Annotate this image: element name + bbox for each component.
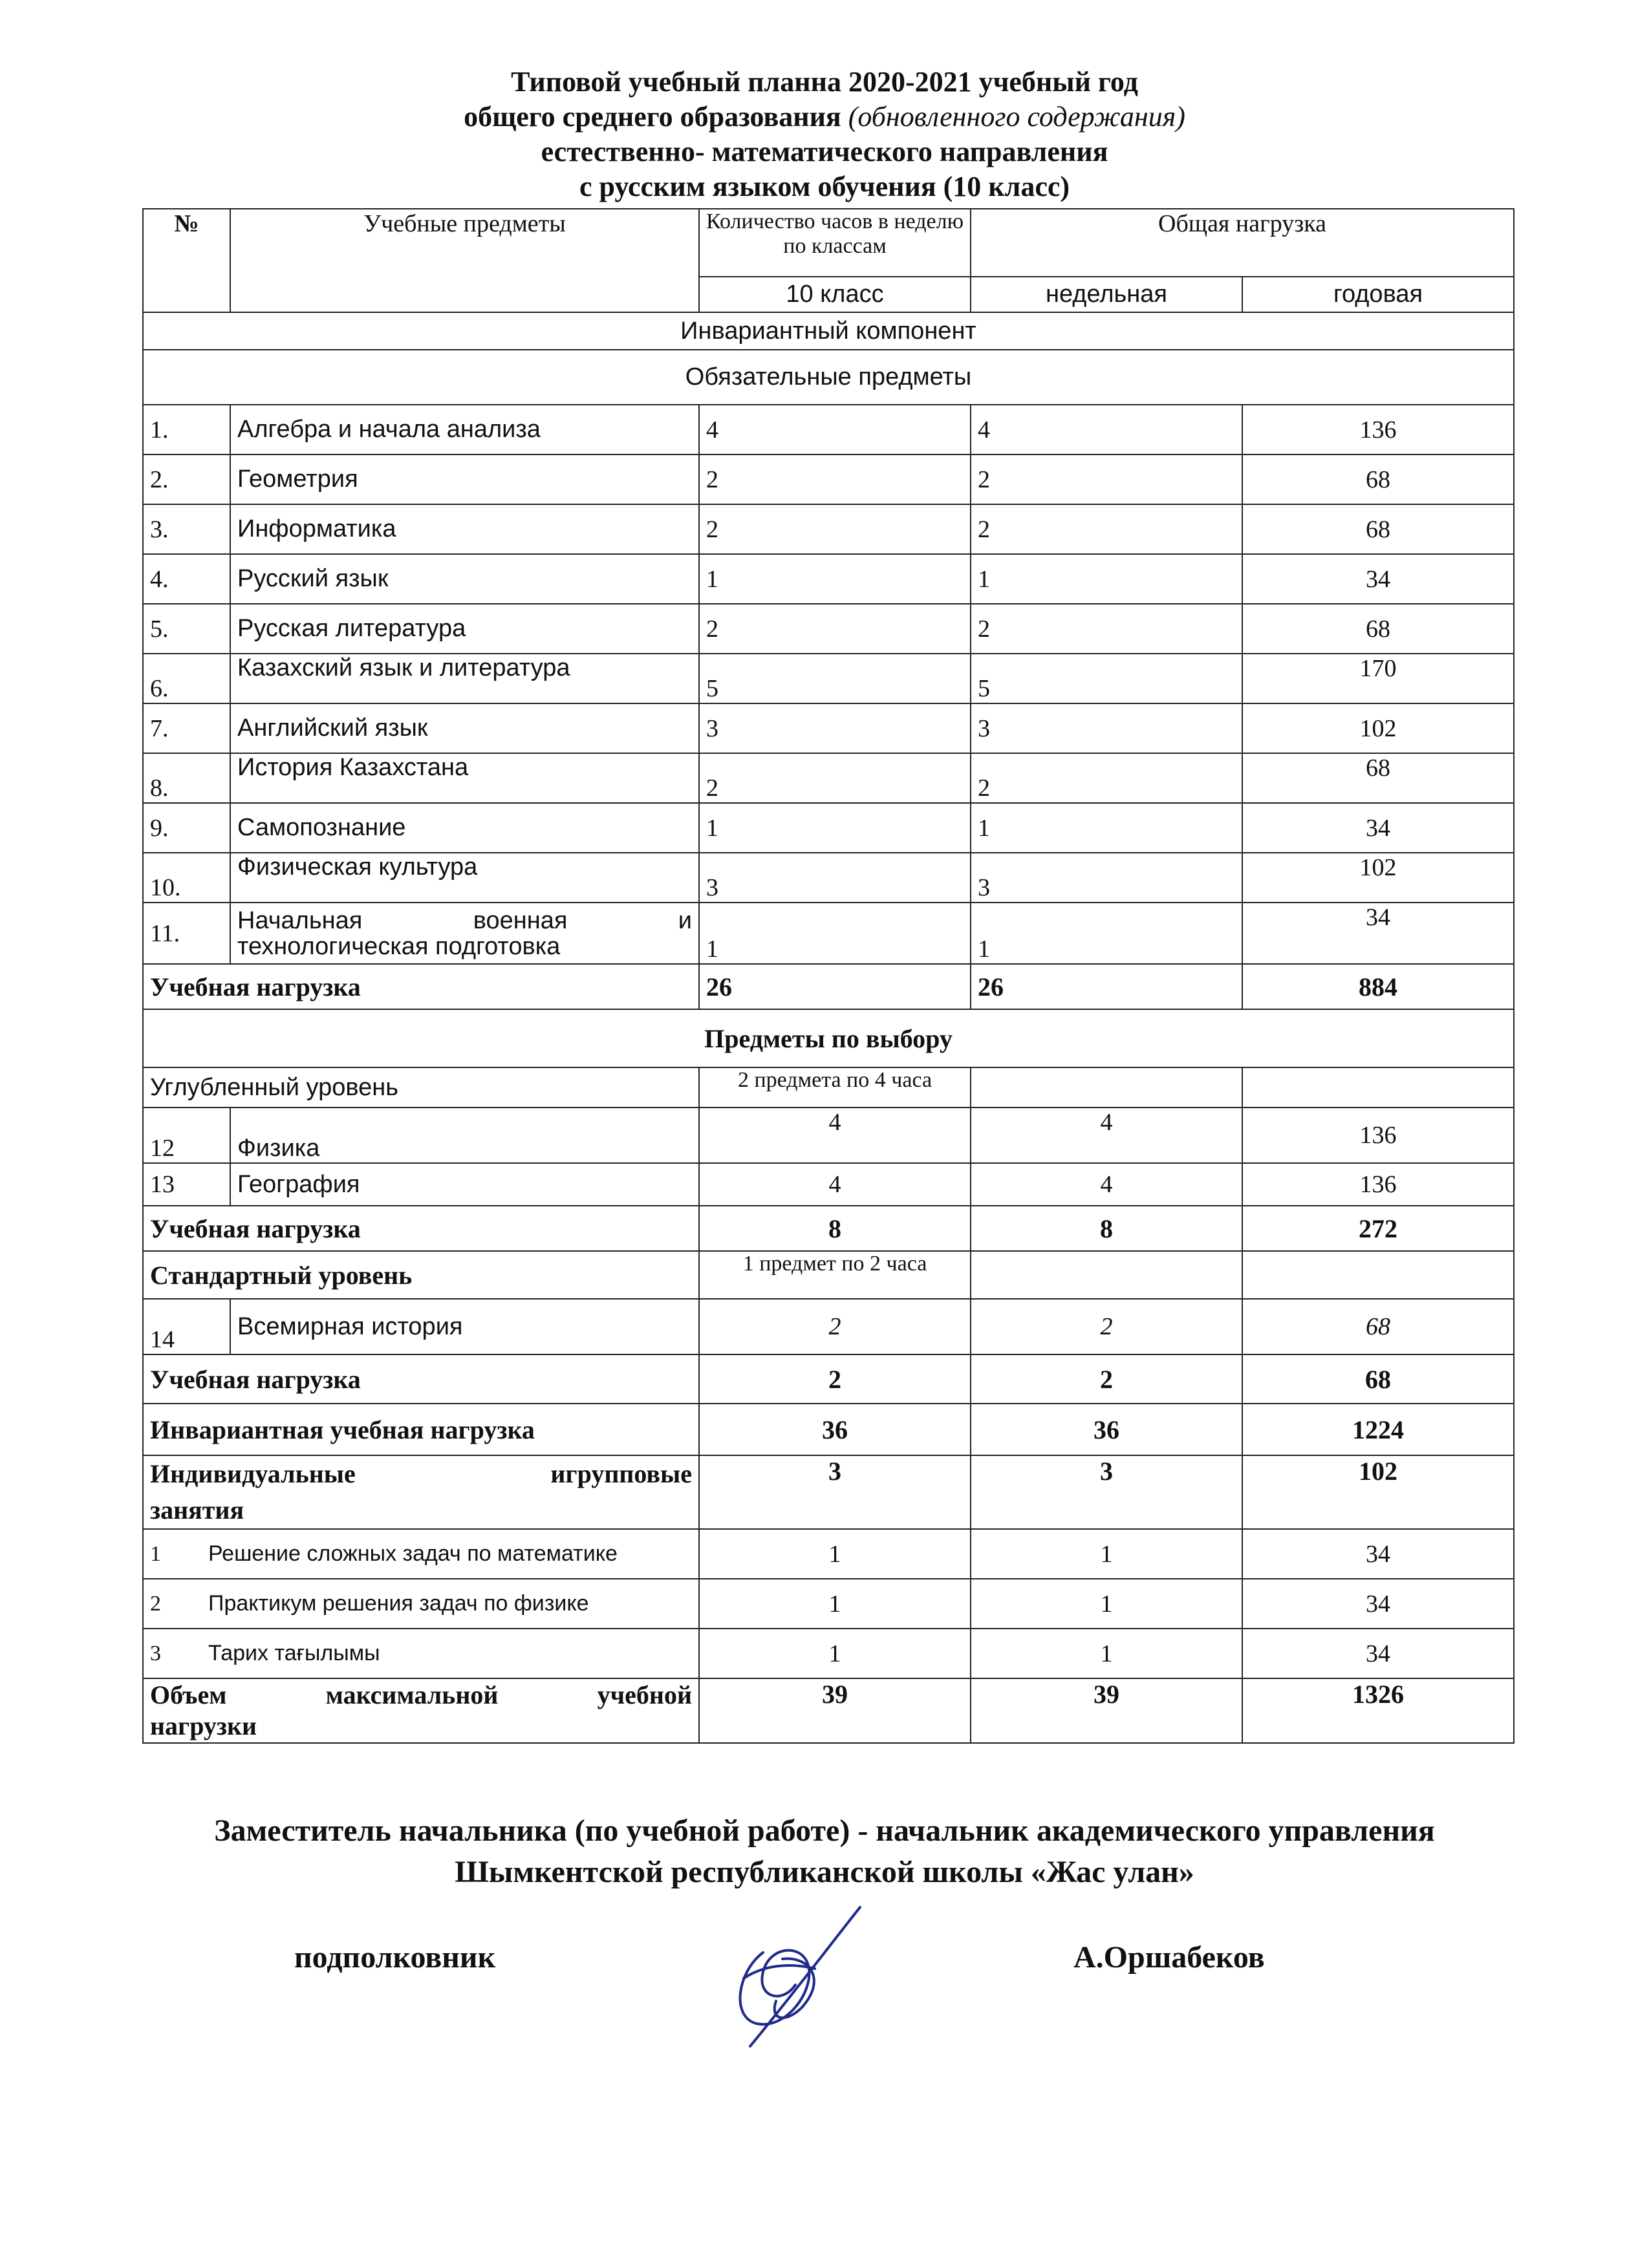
- row-weekly: 1: [971, 803, 1242, 853]
- row-yearly: 68: [1242, 753, 1514, 803]
- row-hours: 2: [699, 1299, 971, 1354]
- row-num: 2.: [143, 455, 230, 504]
- row-subject: Информатика: [230, 504, 699, 554]
- header-weekly: недельная: [971, 277, 1242, 312]
- invariant-total-hours: 36: [699, 1404, 971, 1455]
- level-row: [143, 1251, 1514, 1299]
- individual-label-line-1: Индивидуальные игрупповые: [150, 1459, 692, 1488]
- total-row: [143, 1678, 1514, 1743]
- advanced-total-label: Учебная нагрузка: [143, 1206, 699, 1251]
- row-yearly: 102: [1242, 703, 1514, 753]
- individual-row: [143, 1579, 699, 1629]
- total-row: [143, 1404, 1514, 1455]
- header-yearly: годовая: [1242, 277, 1514, 312]
- row-yearly: 34: [1242, 554, 1514, 604]
- document-title: [0, 65, 1649, 204]
- row-weekly: 2: [971, 1299, 1242, 1354]
- row-weekly: 1: [971, 903, 1242, 964]
- header-subjects: Учебные предметы: [230, 209, 699, 312]
- row-num: 3: [150, 1642, 161, 1665]
- individual-weekly: 3: [971, 1455, 1242, 1529]
- row-subject: Физическая культура: [230, 853, 699, 903]
- row-yearly: 136: [1242, 1163, 1514, 1206]
- empty-cell: [1242, 1067, 1514, 1107]
- section-mandatory: Обязательные предметы: [143, 350, 1514, 405]
- row-num: 12: [143, 1107, 230, 1163]
- row-subject: Русская литература: [230, 604, 699, 654]
- row-yearly: 34: [1242, 1629, 1514, 1678]
- row-num: 11.: [143, 903, 230, 964]
- row-weekly: 3: [971, 703, 1242, 753]
- max-total-hours: 39: [699, 1678, 971, 1743]
- table-row: [143, 753, 1514, 803]
- advanced-total-weekly: 8: [971, 1206, 1242, 1251]
- max-total-weekly: 39: [971, 1678, 1242, 1743]
- max-total-label-line-1: Объем максимальной учебной: [150, 1680, 692, 1709]
- row-hours: 1: [699, 1529, 971, 1579]
- standard-total-hours: 2: [699, 1354, 971, 1404]
- advanced-total-yearly: 272: [1242, 1206, 1514, 1251]
- row-yearly: 68: [1242, 455, 1514, 504]
- row-subject: История Казахстана: [230, 753, 699, 803]
- row-num: 10.: [143, 853, 230, 903]
- row-hours: 1: [699, 803, 971, 853]
- table-row: [143, 803, 1514, 853]
- individual-yearly: 102: [1242, 1455, 1514, 1529]
- advanced-label: Углубленный уровень: [143, 1067, 699, 1107]
- row-subject: Практикум решения задач по физике: [208, 1591, 589, 1616]
- header-grade10: 10 класс: [699, 277, 971, 312]
- section-invariant: Инвариантный компонент: [143, 312, 1514, 350]
- row-yearly: 136: [1242, 1107, 1514, 1163]
- table-row: [143, 405, 1514, 455]
- signatory-block: [0, 1810, 1649, 1893]
- row-yearly: 170: [1242, 654, 1514, 703]
- row-hours: 3: [699, 703, 971, 753]
- row-yearly: 68: [1242, 1299, 1514, 1354]
- row-yearly: 34: [1242, 903, 1514, 964]
- max-total-yearly: 1326: [1242, 1678, 1514, 1743]
- table-header-row: [143, 209, 1514, 277]
- individual-label: [143, 1455, 699, 1529]
- row-num: 1: [150, 1542, 161, 1566]
- table-row: [143, 654, 1514, 703]
- row-weekly: 2: [971, 753, 1242, 803]
- row-weekly: 1: [971, 1579, 1242, 1629]
- row-num: 13: [143, 1163, 230, 1206]
- row-hours: 2: [699, 504, 971, 554]
- title-line-2-italic: (обновленного содержания): [848, 101, 1185, 133]
- title-line-1: Типовой учебный планна 2020-2021 учебный год: [511, 66, 1138, 98]
- row-subject-line-1: Начальная военная и: [237, 906, 692, 934]
- individual-label-line-2: занятия: [150, 1495, 244, 1524]
- invariant-total-label: Инвариантная учебная нагрузка: [143, 1404, 699, 1455]
- table-row: [143, 703, 1514, 753]
- advanced-total-hours: 8: [699, 1206, 971, 1251]
- row-yearly: 102: [1242, 853, 1514, 903]
- row-weekly: 1: [971, 554, 1242, 604]
- table-row: [143, 1299, 1514, 1354]
- row-subject: Геометрия: [230, 455, 699, 504]
- signatory-name: А.Оршабеков: [1073, 1940, 1265, 1974]
- standard-total-yearly: 68: [1242, 1354, 1514, 1404]
- row-subject: Самопознание: [230, 803, 699, 853]
- row-weekly: 2: [971, 455, 1242, 504]
- row-subject: Алгебра и начала анализа: [230, 405, 699, 455]
- row-num: 6.: [143, 654, 230, 703]
- row-subject: Казахский язык и литература: [230, 654, 699, 703]
- signatory-position: Заместитель начальника (по учебной работе) - начальник академического управления: [214, 1813, 1435, 1848]
- total-row: [143, 1206, 1514, 1251]
- header-num: №: [143, 209, 230, 312]
- row-weekly: 4: [971, 1107, 1242, 1163]
- row-hours: 1: [699, 903, 971, 964]
- standard-total-label: Учебная нагрузка: [143, 1354, 699, 1404]
- signatory-school: Шымкентской республиканской школы «Жас улан»: [455, 1855, 1194, 1889]
- table-row: [143, 1579, 1514, 1629]
- individual-hours: 3: [699, 1455, 971, 1529]
- row-num: 3.: [143, 504, 230, 554]
- standard-note: 1 предмет по 2 часа: [699, 1251, 971, 1299]
- row-weekly: 1: [971, 1529, 1242, 1579]
- table-row: [143, 1107, 1514, 1163]
- row-hours: 2: [699, 604, 971, 654]
- section-row: [143, 1009, 1514, 1067]
- section-row: [143, 350, 1514, 405]
- signatory-rank: подполковник: [294, 1940, 496, 1974]
- row-num: 8.: [143, 753, 230, 803]
- row-yearly: 68: [1242, 504, 1514, 554]
- header-hours-per-week: Количество часов в неделю по классам: [699, 209, 971, 277]
- header-total-load: Общая нагрузка: [971, 209, 1514, 277]
- total-row: [143, 1455, 1514, 1529]
- row-num: 4.: [143, 554, 230, 604]
- row-weekly: 1: [971, 1629, 1242, 1678]
- row-yearly: 34: [1242, 1579, 1514, 1629]
- row-subject-line-2: технологическая подготовка: [237, 932, 561, 960]
- title-line-3: естественно- математического направления: [541, 136, 1108, 167]
- row-weekly: 5: [971, 654, 1242, 703]
- row-subject: Тарих тағылымы: [208, 1641, 380, 1665]
- row-num: 1.: [143, 405, 230, 455]
- row-weekly: 3: [971, 853, 1242, 903]
- title-line-4: с русским языком обучения (10 класс): [579, 171, 1070, 202]
- row-subject: Английский язык: [230, 703, 699, 753]
- row-weekly: 4: [971, 1163, 1242, 1206]
- row-hours: 3: [699, 853, 971, 903]
- level-row: [143, 1067, 1514, 1107]
- invariant-total-weekly: 36: [971, 1404, 1242, 1455]
- invariant-total-yearly: 1224: [1242, 1404, 1514, 1455]
- standard-label: Стандартный уровень: [143, 1251, 699, 1299]
- row-subject: Физика: [230, 1107, 699, 1163]
- row-num: 5.: [143, 604, 230, 654]
- table-row: [143, 1629, 1514, 1678]
- empty-cell: [971, 1251, 1242, 1299]
- row-weekly: 4: [971, 405, 1242, 455]
- advanced-note: 2 предмета по 4 часа: [699, 1067, 971, 1107]
- row-hours: 1: [699, 1629, 971, 1678]
- row-num: 9.: [143, 803, 230, 853]
- mandatory-total-yearly: 884: [1242, 964, 1514, 1009]
- title-line-2-bold: общего среднего образования: [464, 101, 848, 133]
- individual-row: [143, 1529, 699, 1579]
- section-elective: Предметы по выбору: [143, 1009, 1514, 1067]
- total-row: [143, 1354, 1514, 1404]
- empty-cell: [1242, 1251, 1514, 1299]
- table-row: [143, 903, 1514, 964]
- row-num: 14: [143, 1299, 230, 1354]
- table-row: [143, 554, 1514, 604]
- row-hours: 4: [699, 1107, 971, 1163]
- section-row: [143, 312, 1514, 350]
- table-row: [143, 1163, 1514, 1206]
- signature-icon: [724, 1894, 873, 2056]
- row-num: 2: [150, 1592, 161, 1616]
- table-row: [143, 853, 1514, 903]
- total-row: [143, 964, 1514, 1009]
- row-yearly: 136: [1242, 405, 1514, 455]
- empty-cell: [971, 1067, 1242, 1107]
- max-total-label: [143, 1678, 699, 1743]
- row-weekly: 2: [971, 504, 1242, 554]
- individual-row: [143, 1629, 699, 1678]
- row-hours: 2: [699, 753, 971, 803]
- title-line-2: [0, 100, 1649, 134]
- curriculum-table: [142, 208, 1514, 1744]
- row-weekly: 2: [971, 604, 1242, 654]
- mandatory-total-weekly: 26: [971, 964, 1242, 1009]
- table-row: [143, 604, 1514, 654]
- mandatory-total-label: Учебная нагрузка: [143, 964, 699, 1009]
- row-subject: [230, 903, 699, 964]
- table-row: [143, 504, 1514, 554]
- row-subject: География: [230, 1163, 699, 1206]
- row-hours: 5: [699, 654, 971, 703]
- row-subject: Русский язык: [230, 554, 699, 604]
- max-total-label-line-2: нагрузки: [150, 1711, 257, 1740]
- table-row: [143, 455, 1514, 504]
- row-subject: Всемирная история: [230, 1299, 699, 1354]
- row-hours: 1: [699, 554, 971, 604]
- row-hours: 4: [699, 1163, 971, 1206]
- row-hours: 4: [699, 405, 971, 455]
- row-subject: Решение сложных задач по математике: [208, 1541, 618, 1566]
- row-hours: 1: [699, 1579, 971, 1629]
- standard-total-weekly: 2: [971, 1354, 1242, 1404]
- row-yearly: 34: [1242, 803, 1514, 853]
- row-num: 7.: [143, 703, 230, 753]
- mandatory-total-hours: 26: [699, 964, 971, 1009]
- row-yearly: 34: [1242, 1529, 1514, 1579]
- row-yearly: 68: [1242, 604, 1514, 654]
- table-row: [143, 1529, 1514, 1579]
- row-hours: 2: [699, 455, 971, 504]
